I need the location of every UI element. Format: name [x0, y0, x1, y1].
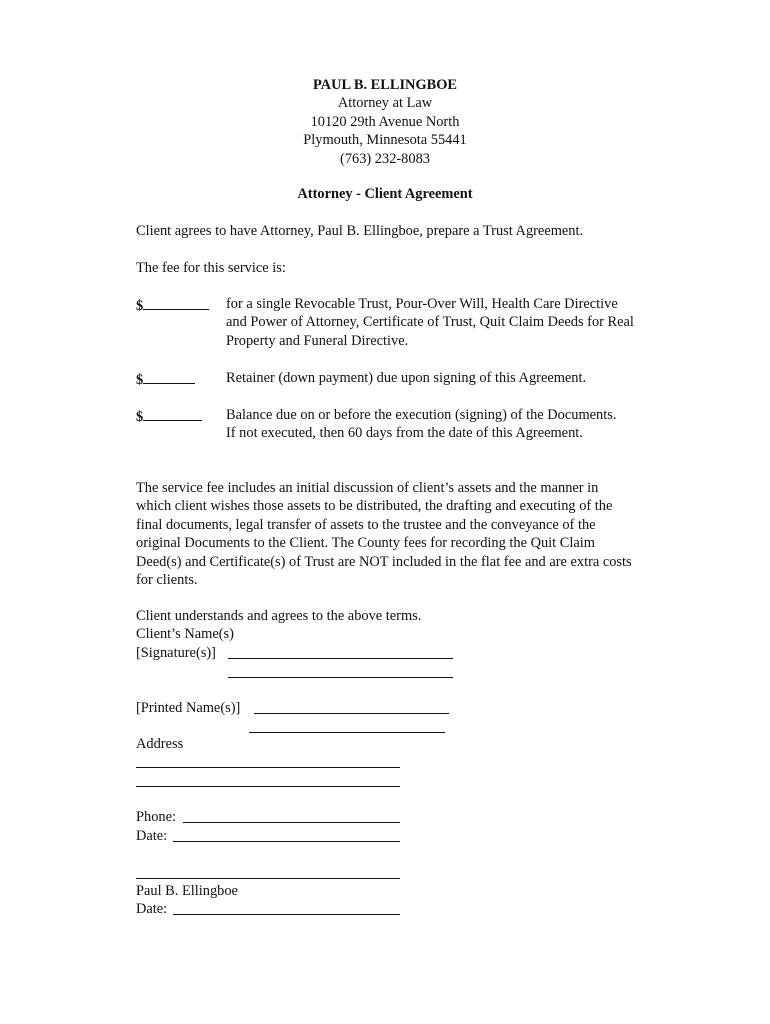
- fee-amount-2: [136, 369, 195, 389]
- printed-name-line-1[interactable]: [254, 713, 449, 714]
- attorney-signature-name: Paul B. Ellingboe: [136, 883, 238, 899]
- attorney-date-label: Date:: [136, 901, 168, 917]
- fee-blank-1[interactable]: [143, 295, 209, 310]
- client-agree-text: Client understands and agrees to the above terms.: [136, 608, 422, 624]
- letterhead: [0, 76, 770, 168]
- phone-label: Phone:: [136, 809, 176, 825]
- currency-symbol: $: [136, 409, 144, 425]
- attorney-title: Attorney at Law: [337, 95, 433, 112]
- fee-intro: The fee for this service is:: [136, 260, 286, 276]
- fee-description-1: for a single Revocable Trust, Pour-Over Will, Health Care Directive and Power of Attorney, Certificate of Trust, Quit Claim Deeds for Real Property and Funeral Directive.: [226, 296, 634, 349]
- agreement-title: Attorney - Client Agreement: [297, 186, 473, 202]
- signature-line-1[interactable]: [228, 658, 453, 659]
- attorney-name: PAUL B. ELLINGBOE: [312, 77, 458, 93]
- currency-symbol: $: [136, 298, 144, 314]
- signature-label: [Signature(s)]: [136, 645, 216, 661]
- fee-blank-3[interactable]: [143, 406, 202, 421]
- attorney-phone: (763) 232-8083: [340, 150, 430, 167]
- attorney-date-line[interactable]: [173, 914, 400, 915]
- phone-line[interactable]: [183, 822, 400, 823]
- attorney-city: Plymouth, Minnesota 55441: [303, 132, 467, 149]
- service-paragraph: The service fee includes an initial discussion of client’s assets and the manner in which client wishes those assets to be distributed, the drafting and executing of the final documents, legal transfer of assets to the trustee and the conveyance of the original Documents to the Client. The County fees for recording the Quit Claim Deed(s) and Certificate(s) of Trust are NOT included in the flat fee and are extra costs for clients.: [136, 480, 632, 589]
- attorney-signature-line[interactable]: [136, 878, 400, 879]
- currency-symbol: $: [136, 372, 144, 388]
- client-date-line[interactable]: [173, 841, 400, 842]
- fee-description-2: Retainer (down payment) due upon signing of this Agreement.: [226, 370, 587, 386]
- signature-line-2[interactable]: [228, 677, 453, 678]
- fee-amount-1: [136, 295, 209, 315]
- fee-blank-2[interactable]: [143, 369, 195, 384]
- fee-amount-3: [136, 406, 202, 426]
- address-line-2[interactable]: [136, 786, 400, 787]
- client-date-label: Date:: [136, 828, 168, 844]
- address-line-1[interactable]: [136, 767, 400, 768]
- printed-name-label: [Printed Name(s)]: [136, 700, 241, 716]
- fee-description-3: Balance due on or before the execution (signing) of the Documents. If not executed, then 60 days from the date of this Agreement.: [226, 407, 617, 442]
- client-names-label: Client’s Name(s): [136, 626, 234, 642]
- intro-paragraph: Client agrees to have Attorney, Paul B. Ellingboe, prepare a Trust Agreement.: [136, 223, 584, 239]
- printed-name-line-2[interactable]: [249, 732, 445, 733]
- address-label: Address: [136, 736, 184, 752]
- attorney-street: 10120 29th Avenue North: [310, 113, 460, 130]
